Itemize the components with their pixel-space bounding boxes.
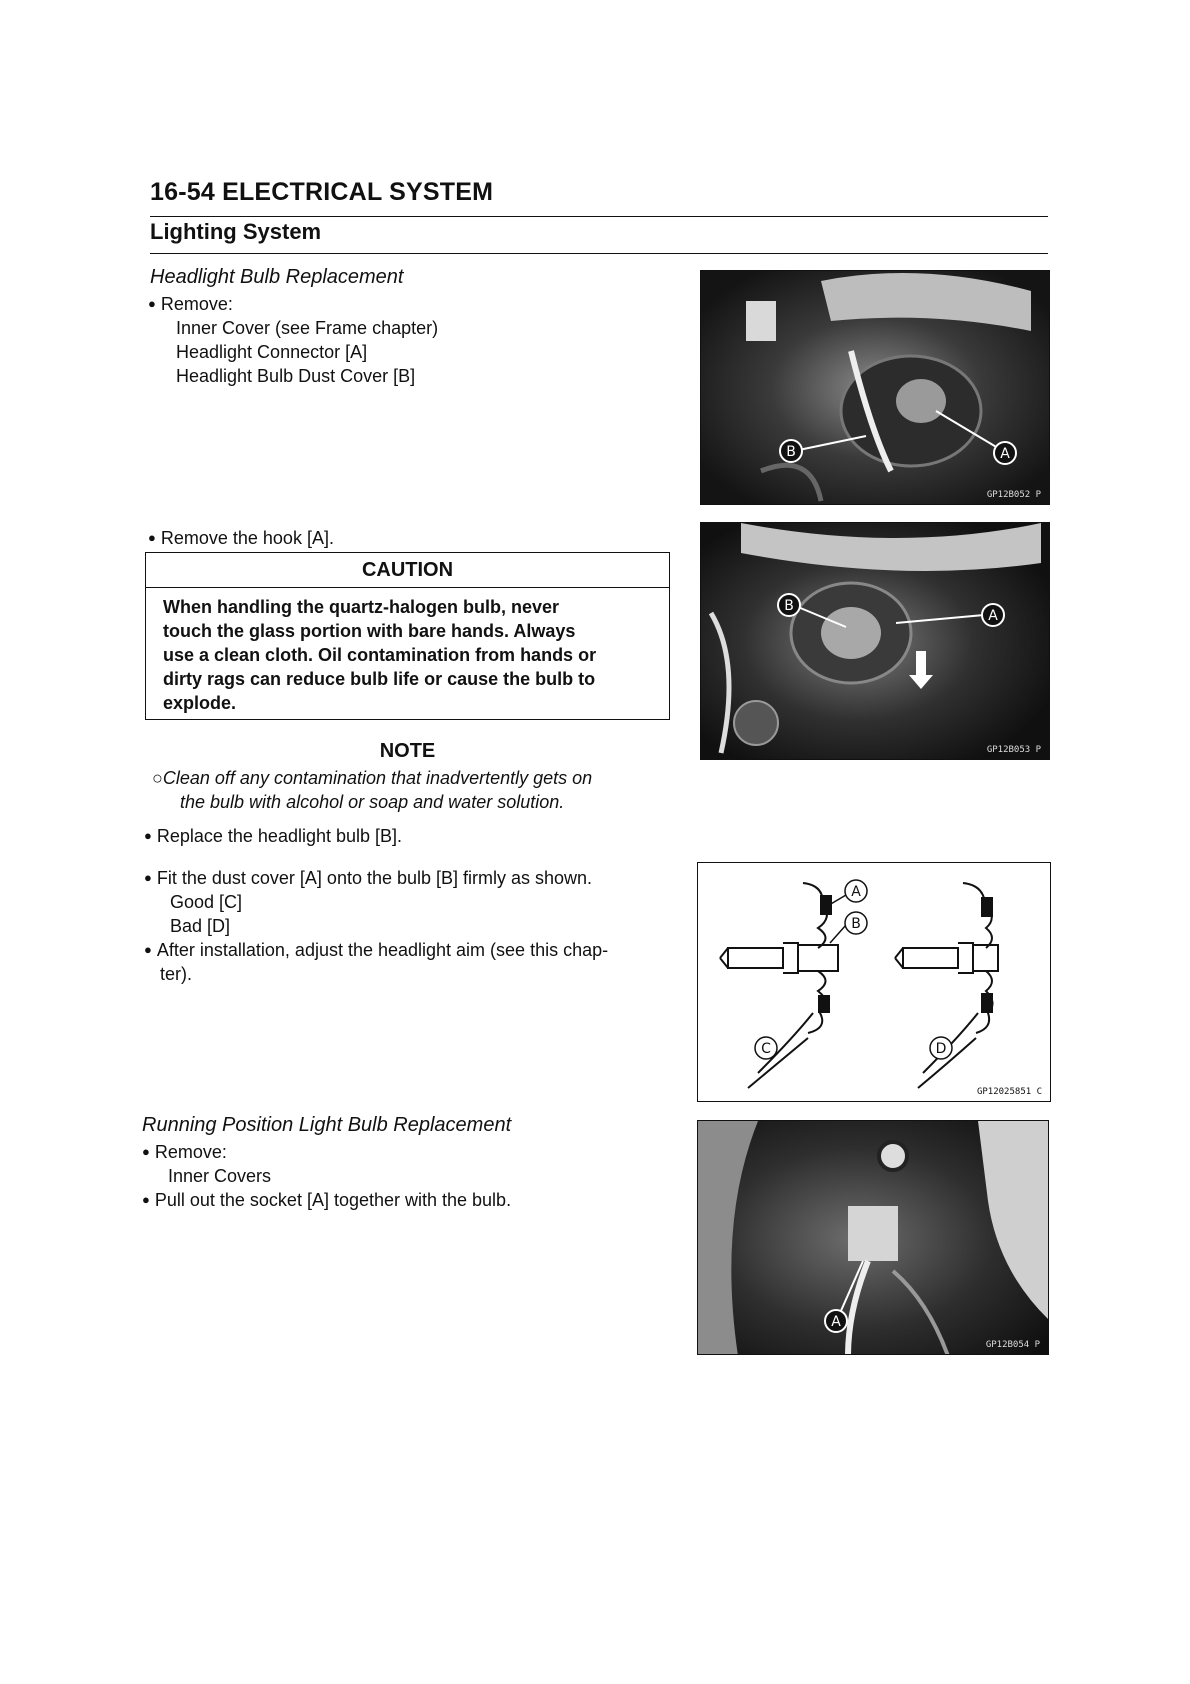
page-header: 16-54 ELECTRICAL SYSTEM	[150, 178, 494, 206]
fig4-callout-a: A	[831, 1314, 841, 1330]
section-rule	[150, 253, 1048, 254]
figure-dust-cover-diagram	[697, 862, 1051, 1102]
caution-text	[163, 595, 653, 715]
figure-3-diagram	[698, 863, 1051, 1102]
figure-running-light-socket	[697, 1120, 1049, 1355]
figure-1-photo	[701, 271, 1050, 505]
fig3-callout-d: D	[935, 1041, 947, 1057]
note-title: NOTE	[379, 740, 436, 762]
fig2-callout-b: B	[784, 598, 794, 614]
figure-2-photo	[701, 523, 1050, 760]
note-line-2: the bulb with alcohol or soap and water solution.	[180, 792, 565, 812]
header-rule	[150, 216, 1048, 217]
fig3-code: GP12025851 C	[976, 1087, 1042, 1097]
fig4-code: GP12B054 P	[985, 1340, 1040, 1350]
fig3-callout-b: B	[851, 916, 861, 932]
hook-step: ● Remove the hook [A].	[148, 526, 334, 552]
fig2-callout-a: A	[988, 608, 998, 624]
after-step: ● After installation, adjust the headlight aim (see this chap-	[144, 938, 608, 964]
caution-line-1: When handling the quartz-halogen bulb, never	[163, 597, 559, 617]
fig1-callout-a: A	[1000, 446, 1010, 462]
running-subtitle: Running Position Light Bulb Replacement	[142, 1114, 512, 1136]
caution-line-4: dirty rags can reduce bulb life or cause the bulb to	[163, 669, 596, 689]
fig1-callout-b: B	[786, 444, 796, 460]
note-text	[152, 766, 592, 814]
figure-hook-removal	[700, 522, 1050, 760]
caution-line-3: use a clean cloth. Oil contamination from hands or	[163, 645, 597, 665]
good-seal-blocks	[818, 895, 832, 1013]
running-remove-item: Inner Covers	[168, 1166, 272, 1186]
note-marker-icon: ○	[152, 768, 163, 788]
replace-step: ● Replace the headlight bulb [B].	[144, 824, 402, 850]
remove-item-connector: Headlight Connector [A]	[176, 342, 368, 362]
section-title: Lighting System	[150, 219, 322, 244]
fit-item-good: Good [C]	[170, 892, 243, 912]
running-remove-label: ● Remove:	[142, 1140, 227, 1166]
caution-line-2: touch the glass portion with bare hands. Always	[163, 621, 576, 641]
caution-box	[145, 552, 670, 720]
fig2-code: GP12B053 P	[986, 745, 1041, 755]
headlight-remove-label: ● Remove:	[148, 292, 233, 318]
fit-item-bad: Bad [D]	[170, 916, 231, 936]
caution-divider	[146, 587, 669, 588]
after-step-cont: ter).	[160, 964, 193, 984]
fit-step: ● Fit the dust cover [A] onto the bulb [B] firmly as shown.	[144, 866, 592, 892]
figure-headlight-connector	[700, 270, 1050, 505]
note-line-1: Clean off any contamination that inadvertently gets on	[162, 768, 593, 788]
headlight-subtitle: Headlight Bulb Replacement	[150, 266, 404, 288]
fig1-code: GP12B052 P	[986, 490, 1041, 500]
bad-seal-blocks	[981, 897, 993, 1013]
remove-item-inner-cover: Inner Cover (see Frame chapter)	[176, 318, 439, 338]
remove-item-dust-cover: Headlight Bulb Dust Cover [B]	[176, 366, 416, 386]
fig3-callout-c: C	[761, 1041, 771, 1057]
figure-4-photo	[698, 1121, 1049, 1355]
caution-line-5: explode.	[163, 693, 237, 713]
fig3-callout-a: A	[851, 884, 861, 900]
pull-step: ● Pull out the socket [A] together with the bulb.	[142, 1188, 511, 1214]
caution-title: CAUTION	[361, 559, 454, 581]
